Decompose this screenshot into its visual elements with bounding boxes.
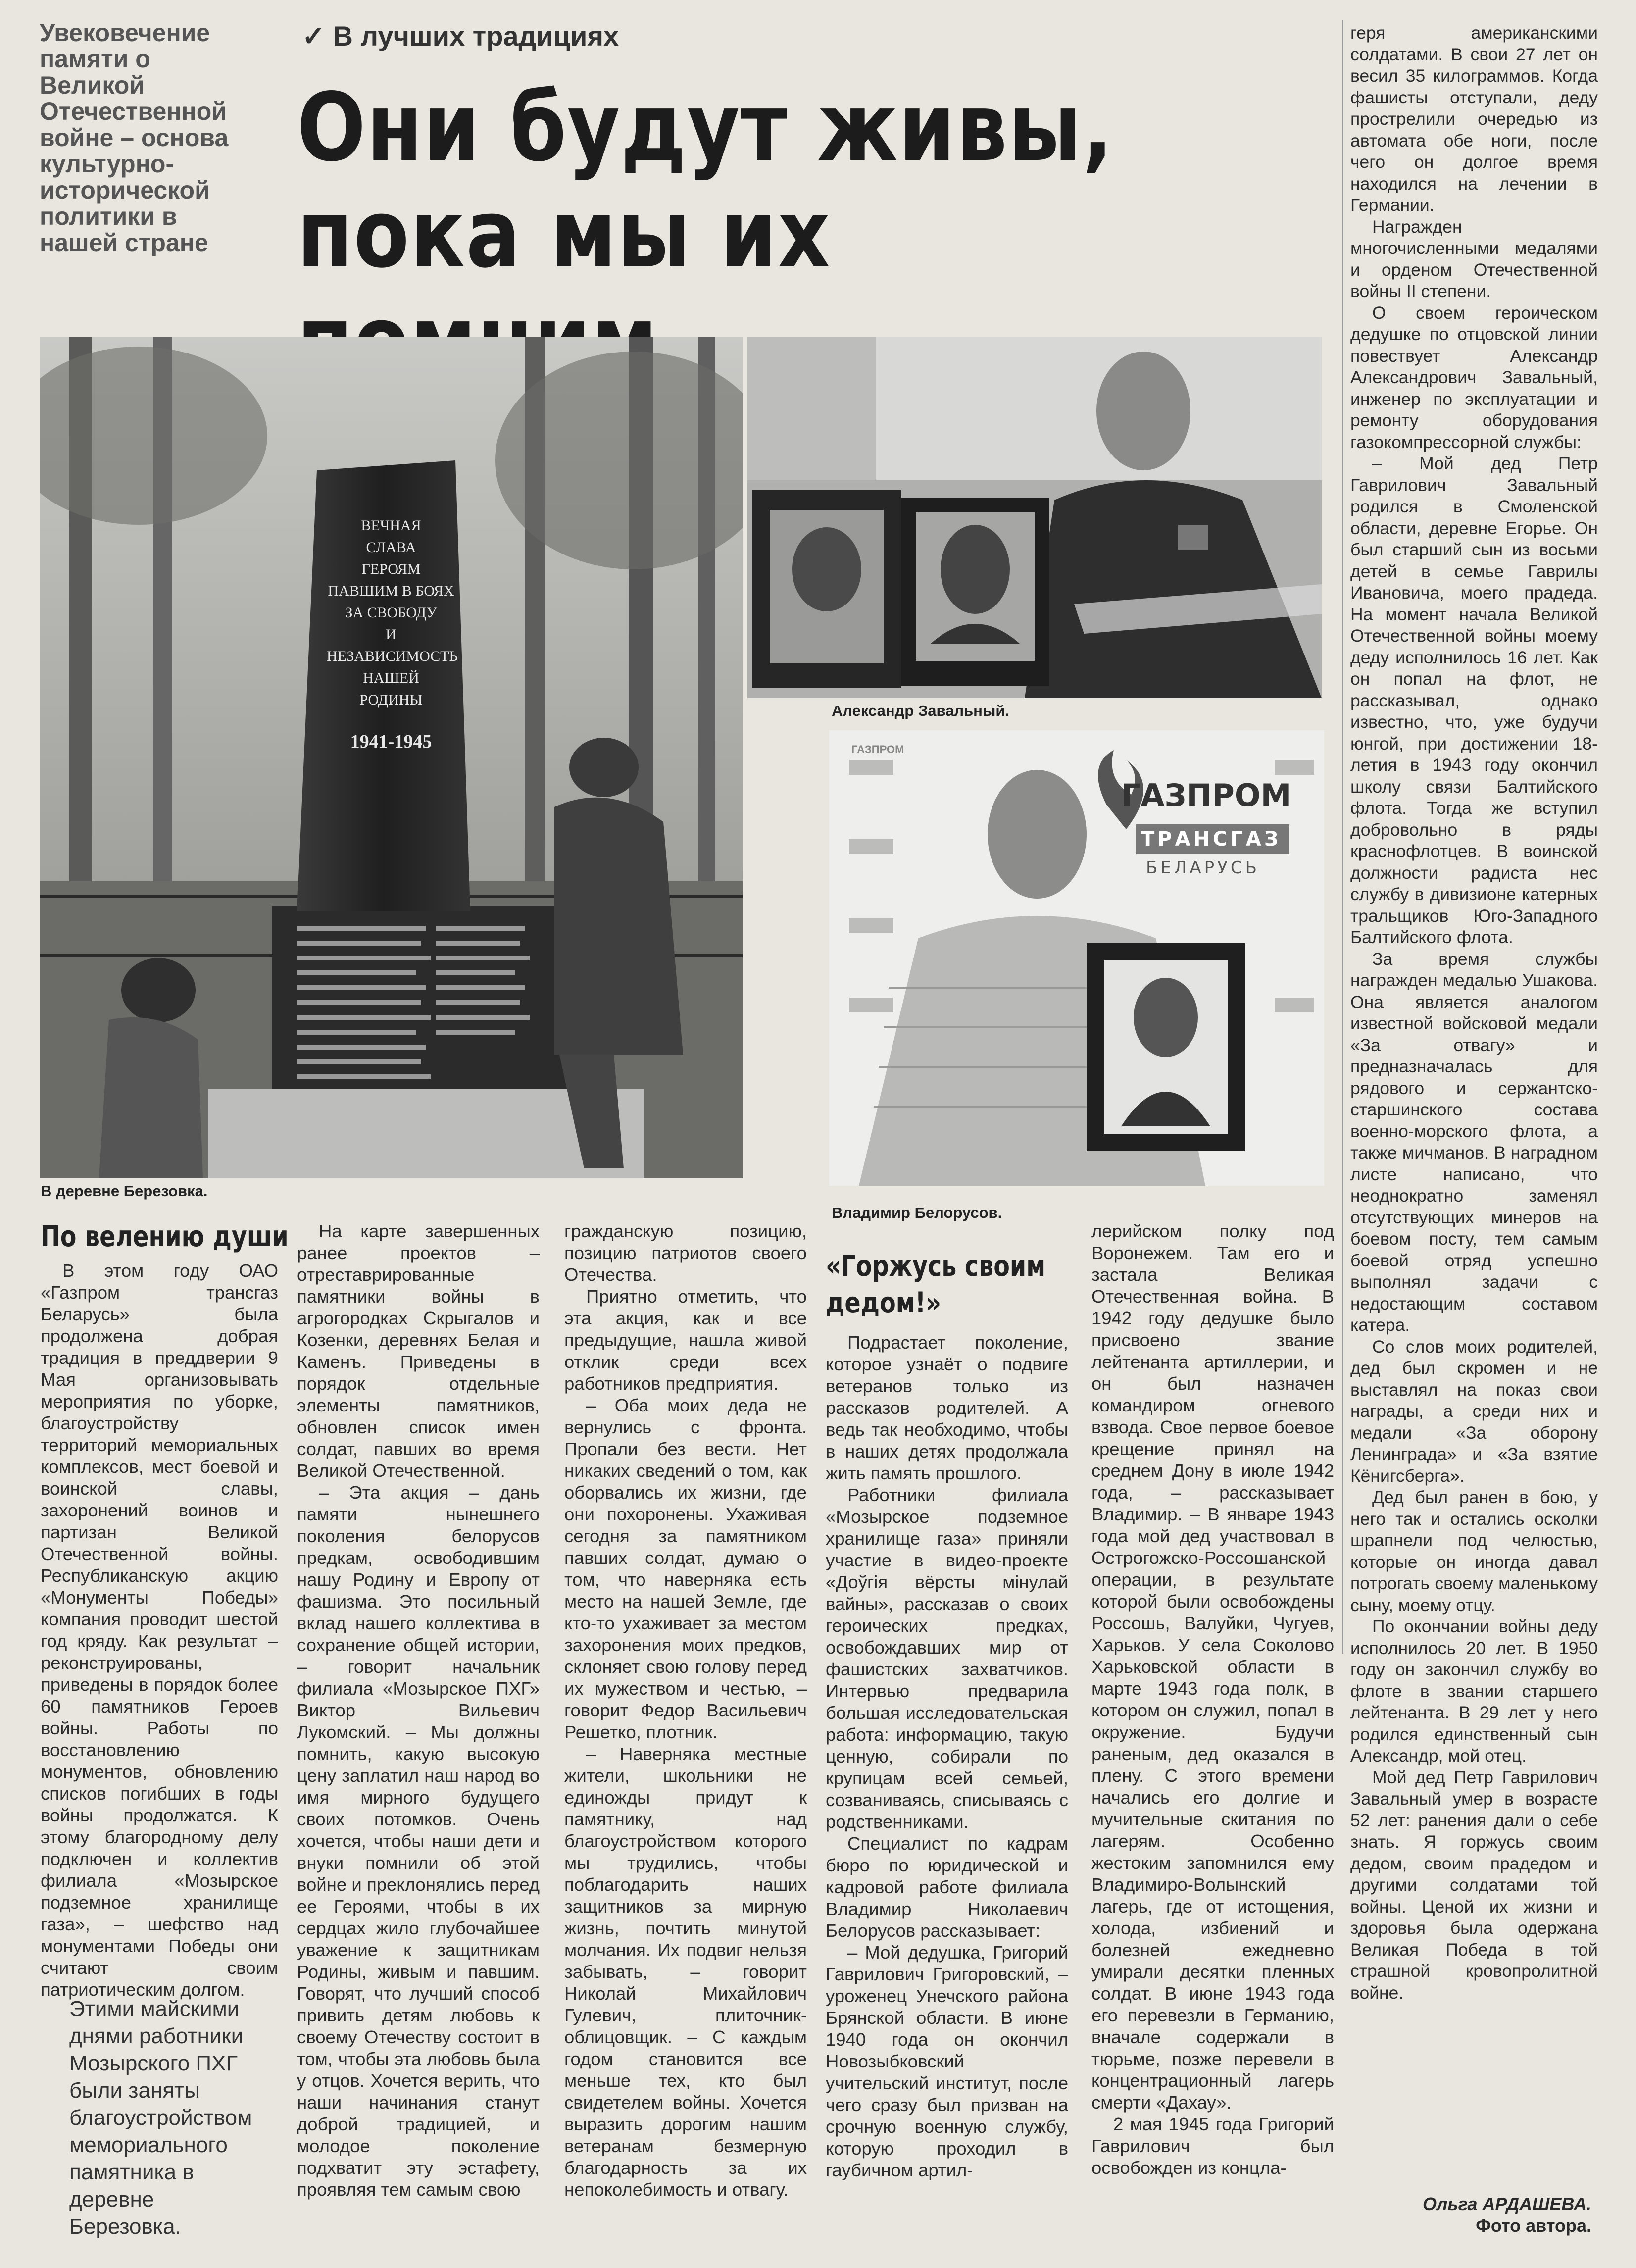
column-3-para: – Оба моих деда не вернулись с фронта. Пропали без вести. Нет никаких сведений о том, как оборвались их жизни, где они похоронены. Ухаживая сегодня за памятником павших солдат, думаю о том, что наверняка есть место на нашей Земле, где кто-то ухаживает за местом захоронения моих предков, склоняет свою голову перед их мужеством и честью, – говорит Федор Васильевич Решетко, плотник. [564,1395,807,1742]
belorusov-photo [829,730,1324,1186]
column-6-para: Мой дед Петр Гаврилович Завальный умер в возрасте 52 лет: ранения дали о себе знать. Я горжусь своим дедом, своим прадедом и другими солдатами той войны. Ценой их жизни и здоровья была одержана Великая Победа в той страшной кровопролитной войне. [1350,1767,1598,2003]
column-6-para: По окончании войны деду исполнилось 20 лет. В 1950 году он закончил службу во флоте в звании старшего лейтенанта. В 29 лет у него родился единственный сын Александр, мой отец. [1350,1616,1598,1765]
column-5-para: лерийском полку под Воронежем. Там его и застала Великая Отечественная война. В 1942 году дедушке было присвоено звание лейтенанта артиллерии, и он был назначен командиром огневого взвода. Свое первое боевое крещение принял на среднем Дону в июле 1942 года, – рассказывает Владимир. – В январе 1943 года мой дед участвовал в Острогожско-Россошанской операции, в результате которой были освобождены Россошь, Валуйки, Чугуев, Харьков. У села Соколово Харьковской области в марте 1943 года полк, в котором он служил, попал в окружение. Будучи раненым, дед оказался в плену. С этого времени начались его долгие и мучительные скитания по лагерям. Особенно жестоким запомнился ему Владимиро-Волынский лагерь, где от истощения, холода, избиений и болезней ежедневно умирали десятки пленных солдат. В июне 1943 года его перевезли в Германию, вначале содержали в тюрьме, позже перевели в концентрационный лагерь смерти «Дахау». [1091,1221,1334,2113]
side-note: Этими майскими днями работники Мозырского ПХГ были заняты благоустройством мемориального памятника в деревне Березовка. [69,1997,252,2239]
inscription-line: ГЕРОЯМ [361,561,421,577]
memorial-caption: В деревне Березовка. [41,1182,208,1200]
inscription-line: ЗА СВОБОДУ [345,605,437,621]
column-6-para: За время службы награжден медалью Ушакова. Она является аналогом известной войсковой медали «За отвагу» и предназначалась для рядового и сержантско-старшинского состава военно-морского флота, а также мичманов. В наградном листе написано, что неоднократно заменял отсутствующих минеров на боевом посту, тем самым боевой отряд успешно выполнял задачи с недостающим составом катера. [1350,949,1598,1335]
column-6-para: Дед был ранен в бою, у него так и остались осколки шрапнели под челюстью, которые он иногда давал потрогать своему маленькому сыну, моему отцу. [1350,1487,1598,1615]
column-6-para: – Мой дед Петр Гаврилович Завальный родился в Смоленской области, деревне Егорье. Он был старший сын из восьми детей в семье Гаврилы Ивановича, моего прадеда. На момент начала Великой Отечественной войны моему деду исполнилось 16 лет. Как он попал на флот, не рассказывал, однако известно, что, уже будучи юнгой, при достижении 18-летия в 1943 году окончил школу связи Балтийского флота. Тогда же вступил добровольно в ряды краснофлотцев. В воинской должности радиста нес службу в дивизионе катерных тральщиков Юго-Западного Балтийского флота. [1350,454,1598,947]
banner-line3: БЕЛАРУСЬ [1146,858,1260,878]
column-4-para: Специалист по кадрам бюро по юридической и кадровой работе филиала Владимир Николаевич Белорусов рассказывает: [826,1833,1068,1941]
column-1-text: В этом году ОАО «Газпром трансгаз Беларусь» была продолжена добрая традиция в преддверии 9 Мая организовывать мероприятия по уборке, благоустройству территорий мемориальных комплексов, мест боевой и воинской славы, захоронений воинов и партизан Великой Отечественной войны. Республиканскую акцию «Монументы Победы» компания проводит шестой год кряду. Как результат – реконструированы, приведены в порядок более 60 памятников Героев войны. Работы по восстановлению монументов, обновлению списков погибших в годы войны продолжатся. К этому благородному делу подключен и коллектив филиала «Мозырское подземное хранилище газа», – шефство над монументами Победы они считают своим патриотическим долгом. [41,1260,278,2000]
inscription-line: ВЕЧНАЯ [361,517,421,534]
memorial-inscription [327,515,458,753]
small-logo: ГАЗПРОМ [851,743,904,756]
zavalny-photo-image [747,337,1322,698]
banner-line2: ТРАНСГАЗ [1141,828,1282,851]
zavalny-caption: Александр Завальный. [832,702,1009,719]
column-3-para: Приятно отметить, что эта акция, как и все предыдущие, нашла живой отклик среди всех работников предприятия. [564,1286,807,1394]
banner-brand-text: ГАЗПРОМ [1121,777,1291,813]
column-2-para: На карте завершенных ранее проектов – отреставрированные памятники войны в агрогородках Скрыгалов и Козенки, деревнях Белая и Каменъ. Приведены в порядок отдельные элементы памятников, обновлен список имен солдат, павших во время Великой Отечественной. [297,1221,540,1481]
belorusov-caption: Владимир Белорусов. [832,1204,1002,1221]
rubric-label: ✓ В лучших традициях [302,20,619,51]
memorial-photo-image [40,337,743,1178]
column-6-para: геря американскими солдатами. В свои 27 лет он весил 35 килограммов. Когда фашисты отступали, деду прострелили очередью из автомата обе ноги, после чего он долгое время находился на лечении в Германии. [1350,23,1598,215]
column-3-para: – Наверняка местные жители, школьники не единожды придут к памятнику, над благоустройством которого мы трудились, чтобы поблагодарить наших защитников за мирную жизнь, почтить минутой молчания. Их подвиг нельзя забывать, – говорит Николай Михайлович Гулевич, плиточник-облицовщик. – С каждым годом становится все меньше тех, кто был свидетелем войны. Хочется выразить дорогим нашим ветеранам безмерную благодарность за их непоколебимость и отвагу. [564,1744,807,2200]
column-1 [41,1260,278,2001]
column-2 [297,1220,540,2201]
column-3 [564,1220,807,2201]
column-rule [1342,20,1343,1654]
inscription-line: ПАВШИМ В БОЯХ [328,583,454,599]
column-2-para: – Эта акция – дань памяти нынешнего поколения белорусов предкам, освободившим нашу Родину и Европу от фашизма. Это посильный вклад нашего коллектива в сохранение общей истории, – говорит начальник филиала «Мозырское ПХГ» Виктор Вильевич Лукомский. – Мы должны помнить, какую высокую цену заплатил наш народ во имя мирного будущего своих потомков. Очень хочется, чтобы наши дети и внуки помнили об этой войне и преклонялись перед ее Героями, чтобы в их сердцах жило глубочайшее уважение к защитникам Родины, живым и павшим. Говорят, что лучший способ привить детям любовь к своему Отечеству состоит в том, чтобы эта любовь была у отцов. Хочется верить, что наши начинания станут доброй традицией, и молодое поколение подхватит эту эстафету, проявляя тем самым свою [297,1482,540,2200]
lead-text: Увековечение памяти о Великой Отечественной войне – основа культурно-исторической политики в нашей стране [40,19,229,256]
inscription-line: РОДИНЫ [359,692,423,708]
column-4-para: Работники филиала «Мозырское подземное хранилище газа» приняли участие в видео-проекте «Доўгія вёрсты мінулай вайны», рассказав о своих героических предках, освобождавших мир от фашистских захватчиков. Интервью предварила большая исследовательская работа: информацию, такую ценную, собирали по крупицам всей семьей, созваниваясь, списываясь с родственниками. [826,1485,1068,1832]
column-6-para: О своем героическом дедушке по отцовской линии повествует Александр Александрович Завальный, инженер по эксплуатации и ремонту оборудования газокомпрессорной службы: [1350,302,1598,452]
inscription-line: И НЕЗАВИСИМОСТЬ [327,626,458,664]
column-5 [1091,1220,1334,2179]
column-4-para: Подрастает поколение, которое узнаёт о подвиге ветеранов только из рассказов родителей. А ведь так необходимо, чтобы в наших детях продолжала жить память прошлого. [826,1332,1068,1483]
section-2-title: «Горжусь своим дедом!» [826,1249,1046,1319]
inscription-line: НАШЕЙ [363,670,419,686]
column-4-para: – Мой дедушка, Григорий Гаврилович Григоровский, – уроженец Унечского района Брянской области. В июне 1940 года он окончил Новозыбковский учительский институт, после чего сразу был призван на срочную военную службу, которую проходил в гаубичном артил- [826,1942,1068,2180]
column-6-para: Со слов моих родителей, дед был скромен и не выставлял на показ свои награды, а среди них и медали «За оборону Ленинграда» и «За взятие Кёнигсберга». [1350,1336,1598,1486]
column-6 [1350,22,1598,2004]
section-1-title: По велению души [41,1219,289,1253]
headline-line-2: пока мы их [297,179,831,289]
photo-credit: Фото автора. [1476,2216,1591,2236]
column-4 [826,1332,1068,2181]
inscription-year: 1941-1945 [350,731,432,752]
zavalny-photo [747,337,1322,698]
banner-brand [1121,777,1291,813]
author-signature [1294,2193,1591,2237]
inscription-line: СЛАВА [366,539,416,555]
column-3-para: гражданскую позицию, позицию патриотов своего Отечества. [564,1221,807,1285]
memorial-photo [40,337,743,1178]
column-5-para: 2 мая 1945 года Григорий Гаврилович был освобожден из концла- [1091,2114,1334,2178]
author-name: Ольга АРДАШЕВА. [1422,2194,1591,2214]
headline-line-1: Они будут живы, [297,73,1114,182]
column-6-para: Награжден многочисленными медалями и орденом Отечественной войны II степени. [1350,216,1598,301]
